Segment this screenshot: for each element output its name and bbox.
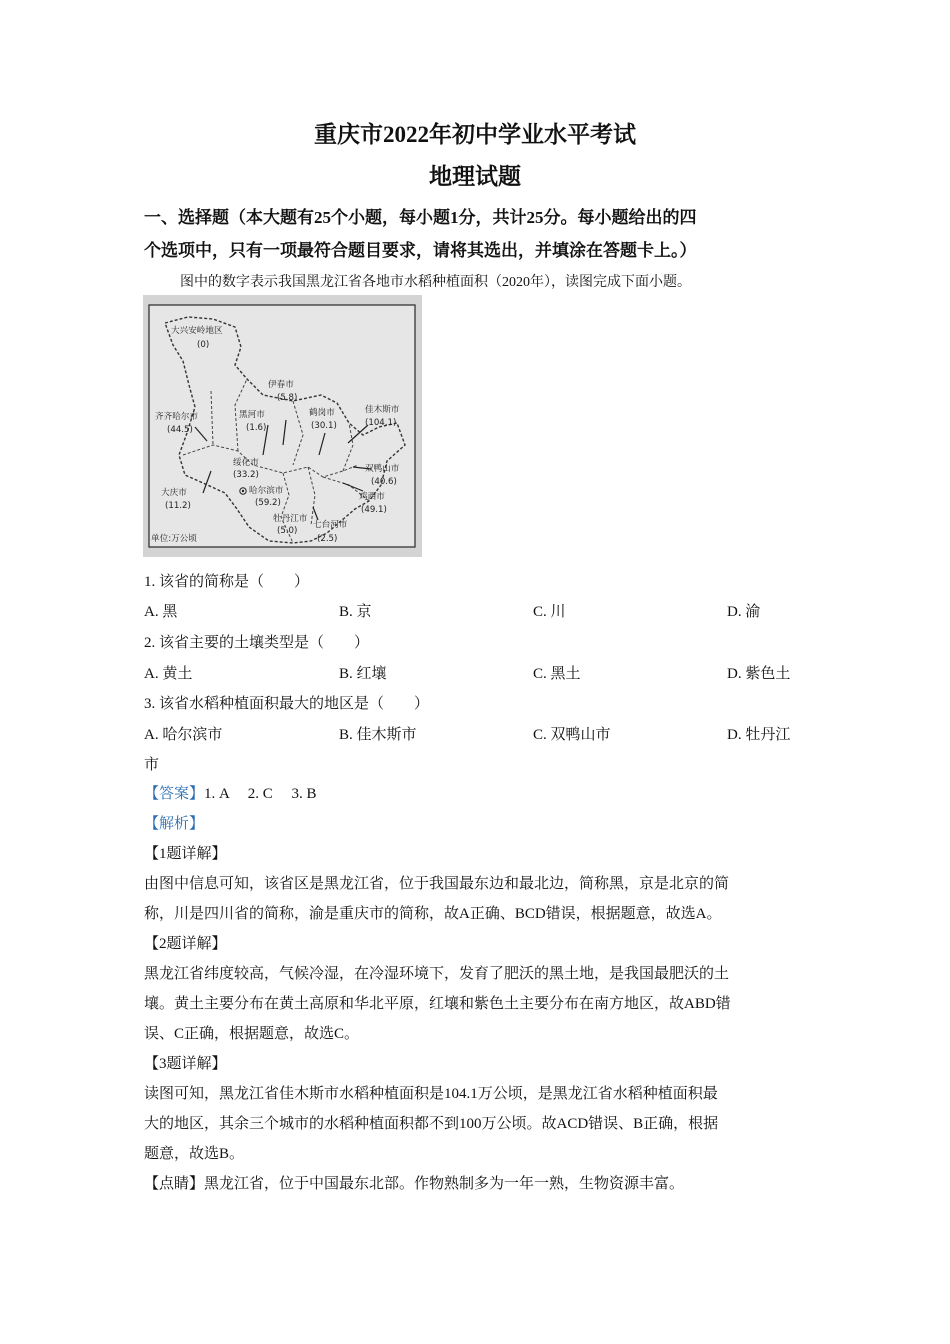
question-2-option-b: B. 红壤	[339, 666, 387, 682]
detail-1-heading: 【1题详解】	[144, 846, 227, 862]
detail-2-line: 黑龙江省纬度较高，气候冷湿，在冷湿环境下，发育了肥沃的黑土地，是我国最肥沃的土	[144, 966, 730, 982]
map-value-jiamusi: (104.1)	[365, 418, 397, 428]
note-line	[144, 1172, 684, 1193]
detail-3-line: 读图可知，黑龙江省佳木斯市水稻种植面积是104.1万公顷，是黑龙江省水稻种植面积最	[144, 1086, 718, 1102]
answer-tag: 【答案】	[144, 786, 205, 802]
map-label-suihua: 绥化市	[233, 458, 259, 468]
question-1-option-a: A. 黑	[144, 604, 178, 620]
detail-3-line: 大的地区，其余三个城市的水稻种植面积都不到100万公顷。故ACD错误、B正确，根据	[144, 1116, 719, 1132]
note-text: 黑龙江省，位于中国最东北部。作物熟制多为一年一熟，生物资源丰富。	[204, 1176, 685, 1192]
map-value-mudanjiang: (5.0)	[277, 526, 298, 536]
map-value-harbin: (59.2)	[255, 498, 281, 508]
map-value-yichun: (5.8)	[277, 393, 298, 403]
map-label-shuangyashan: 双鸭山市	[365, 464, 400, 474]
note-tag: 【点睛】	[144, 1176, 205, 1192]
map-label-qitaihe: 七台河市	[313, 520, 348, 530]
question-2-stem: 2. 该省主要的土壤类型是（ ）	[144, 635, 370, 651]
question-1-option-b: B. 京	[339, 604, 372, 620]
question-3-option-a: A. 哈尔滨市	[144, 727, 223, 743]
analysis-tag: 【解析】	[144, 816, 205, 832]
map-value-hegang: (30.1)	[311, 421, 337, 431]
answer-text: 1. A 2. C 3. B	[204, 786, 317, 802]
question-1-stem: 1. 该省的简称是（ ）	[144, 574, 310, 590]
question-3-option-c: C. 双鸭山市	[533, 727, 611, 743]
map-label-hegang: 鹤岗市	[309, 408, 335, 418]
section-heading-line1: 一、选择题（本大题有25个小题，每小题1分，共计25分。每小题给出的四	[144, 208, 697, 227]
question-3-option-d: D. 牡丹江	[727, 727, 791, 743]
map-value-heihe: (1.6)	[246, 423, 267, 433]
question-3-option-b: B. 佳木斯市	[339, 727, 417, 743]
map-value-qitaihe: (2.5)	[317, 534, 338, 544]
page-title: 重庆市2022年初中学业水平考试	[314, 122, 636, 147]
map-unit-label: 单位:万公顷	[151, 534, 197, 544]
map-label-jixi: 鸡西市	[359, 492, 385, 502]
detail-1-line: 称，川是四川省的简称，渝是重庆市的简称，故A正确、BCD错误，根据题意，故选A。	[144, 906, 722, 922]
heilongjiang-map-figure	[143, 295, 422, 557]
map-value-daxinganling: (0)	[197, 340, 210, 350]
detail-1-line: 由图中信息可知，该省区是黑龙江省，位于我国最东边和最北边，简称黑，京是北京的简	[144, 876, 730, 892]
map-label-daqing: 大庆市	[161, 488, 187, 498]
map-value-jixi: (49.1)	[361, 505, 387, 515]
map-label-daxinganling: 大兴安岭地区	[171, 326, 223, 336]
map-image	[143, 295, 422, 557]
map-value-daqing: (11.2)	[165, 501, 191, 511]
question-3-stem: 3. 该省水稻种植面积最大的地区是（ ）	[144, 696, 430, 712]
detail-2-line: 误、C正确，根据题意，故选C。	[144, 1026, 360, 1042]
map-label-mudanjiang: 牡丹江市	[273, 514, 308, 524]
question-2-option-a: A. 黄土	[144, 666, 193, 682]
question-2-option-d: D. 紫色土	[727, 666, 791, 682]
question-1-option-c: C. 川	[533, 604, 566, 620]
question-2-option-c: C. 黑土	[533, 666, 581, 682]
question-1-option-d: D. 渝	[727, 604, 761, 620]
question-3-option-d-wrap: 市	[144, 757, 160, 773]
map-value-suihua: (33.2)	[233, 470, 259, 480]
map-label-heihe: 黑河市	[239, 410, 265, 420]
detail-2-heading: 【2题详解】	[144, 936, 227, 952]
detail-3-line: 题意，故选B。	[144, 1146, 245, 1162]
map-label-yichun: 伊春市	[268, 380, 294, 390]
map-value-qiqihar: (44.5)	[167, 425, 193, 435]
detail-3-heading: 【3题详解】	[144, 1056, 227, 1072]
page-subtitle: 地理试题	[429, 164, 521, 189]
answer-line	[144, 782, 317, 803]
map-value-shuangyashan: (40.6)	[371, 477, 397, 487]
section-heading-line2: 个选项中，只有一项最符合题目要求，请将其选出，并填涂在答题卡上。）	[144, 241, 697, 260]
map-label-jiamusi: 佳木斯市	[365, 405, 400, 415]
map-label-qiqihar: 齐齐哈尔市	[155, 412, 198, 422]
map-label-harbin: 哈尔滨市	[249, 486, 284, 496]
question-intro: 图中的数字表示我国黑龙江省各地市水稻种植面积（2020年），读图完成下面小题。	[180, 275, 691, 290]
detail-2-line: 壤。黄土主要分布在黄土高原和华北平原，红壤和紫色土主要分布在南方地区，故ABD错	[144, 996, 731, 1012]
